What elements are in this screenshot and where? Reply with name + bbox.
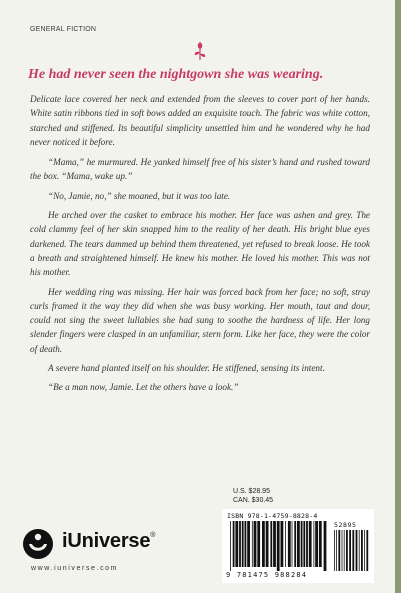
barcode-bar — [352, 530, 354, 571]
barcode-block — [222, 509, 374, 583]
excerpt-paragraph: “Be a man now, Jamie. Let the others have a look.” — [48, 382, 239, 393]
excerpt-paragraph: A severe hand planted itself on his shoulder. He stiffened, sensing its intent. — [48, 363, 325, 374]
barcode-bar — [364, 530, 365, 571]
barcode-bar — [359, 530, 360, 571]
barcode-bar — [266, 521, 269, 567]
barcode-bar — [239, 521, 241, 567]
barcode-bar — [273, 521, 276, 567]
barcode-bar — [285, 521, 286, 567]
barcode-bar — [297, 521, 300, 567]
excerpt-paragraph: Her wedding ring was missing. Her hair was forced back from her face; no soft, stray curls framed it the way they did when she was busy working. Her mouth, taut and dour, could not sing the sweet lullabies she had sung to soothe the hardness of life. Her long slender fingers were clasped in an unfamiliar, stern form. Like her face, they were the color of death. — [30, 286, 370, 354]
publisher-url[interactable]: www.iuniverse.com — [31, 565, 119, 572]
barcode-bar — [338, 530, 340, 571]
excerpt-paragraph: He arched over the casket to embrace his mother. Her face was ashen and grey. The cold clammy feel of her skin snapped him to the reality of her death. His bright blue eyes darkened. The tears dammed up behind them threatened, yet refused to break loose. He took a breath and straightened himself. He knew his mother. He loved his mother. This was not his mother. — [30, 210, 370, 278]
barcode-bar — [361, 530, 363, 571]
barcode-bar — [356, 530, 358, 571]
barcode-bar — [257, 521, 260, 567]
publisher-name — [62, 530, 155, 553]
barcode-bar — [334, 530, 335, 571]
barcode-bar — [315, 521, 318, 567]
barcode-bar — [230, 521, 231, 571]
registered-mark: ® — [150, 532, 156, 539]
barcode-bar — [288, 521, 291, 567]
barcode-bar — [262, 521, 265, 567]
spine-edge — [395, 0, 401, 593]
barcode-bar — [235, 521, 238, 567]
barcode-bar — [252, 521, 253, 567]
barcode-bar — [366, 530, 368, 571]
barcode-bar — [324, 521, 327, 571]
barcode-bar — [294, 521, 296, 567]
barcode-bar — [233, 521, 235, 567]
barcode-bar — [245, 521, 247, 567]
barcode-bar — [277, 521, 280, 571]
price-can: CAN. $30.45 — [233, 497, 274, 504]
price-us: U.S. $28.95 — [233, 488, 270, 495]
barcode-number: 9 781475 988284 — [226, 571, 308, 579]
publisher-name-text: iUniverse — [62, 530, 151, 552]
barcode-bar — [303, 521, 305, 567]
excerpt-paragraph: “Mama,” he murmured. He yanked himself free of his sister’s hand and rushed toward the box. “Mama, wake up.” — [30, 157, 370, 182]
barcode-bar — [281, 521, 284, 567]
price-block — [233, 487, 273, 505]
barcode-bar — [247, 521, 250, 567]
publisher-logo-icon — [22, 528, 54, 560]
excerpt-paragraph: “No, Jamie, no,” she moaned, but it was too late. — [48, 190, 231, 201]
barcode-bar — [292, 521, 293, 567]
barcode-bar — [319, 521, 322, 567]
barcode-bar — [242, 521, 244, 567]
excerpt-headline: He had never seen the nightgown she was wearing. — [28, 67, 324, 82]
barcode-bar — [346, 530, 348, 571]
barcode-bar — [306, 521, 308, 567]
excerpt-body — [30, 92, 370, 400]
barcode-bar — [314, 521, 315, 567]
excerpt-paragraph: Delicate lace covered her neck and extended from the sleeves to cover part of her hands. White satin ribbons tied in soft bows added an exquisite touch. The fabric was white cotton, starched and stiffened. Its beautiful simplicity unsettled him and he wondered why he had never noticed it before. — [30, 94, 370, 147]
barcode-bar — [254, 521, 257, 567]
barcode-bar — [349, 530, 351, 571]
barcode-bar — [336, 530, 337, 571]
barcode-bar — [270, 521, 272, 567]
barcode-bar — [344, 530, 345, 571]
flourish-icon — [190, 40, 210, 62]
barcode-bar — [301, 521, 303, 567]
barcode-addon-number: 52895 — [334, 521, 357, 529]
isbn-text: ISBN 978-1-4759-8828-4 — [227, 512, 318, 520]
barcode-bar — [309, 521, 312, 567]
genre-label: GENERAL FICTION — [30, 26, 97, 33]
barcode-bar — [342, 530, 343, 571]
